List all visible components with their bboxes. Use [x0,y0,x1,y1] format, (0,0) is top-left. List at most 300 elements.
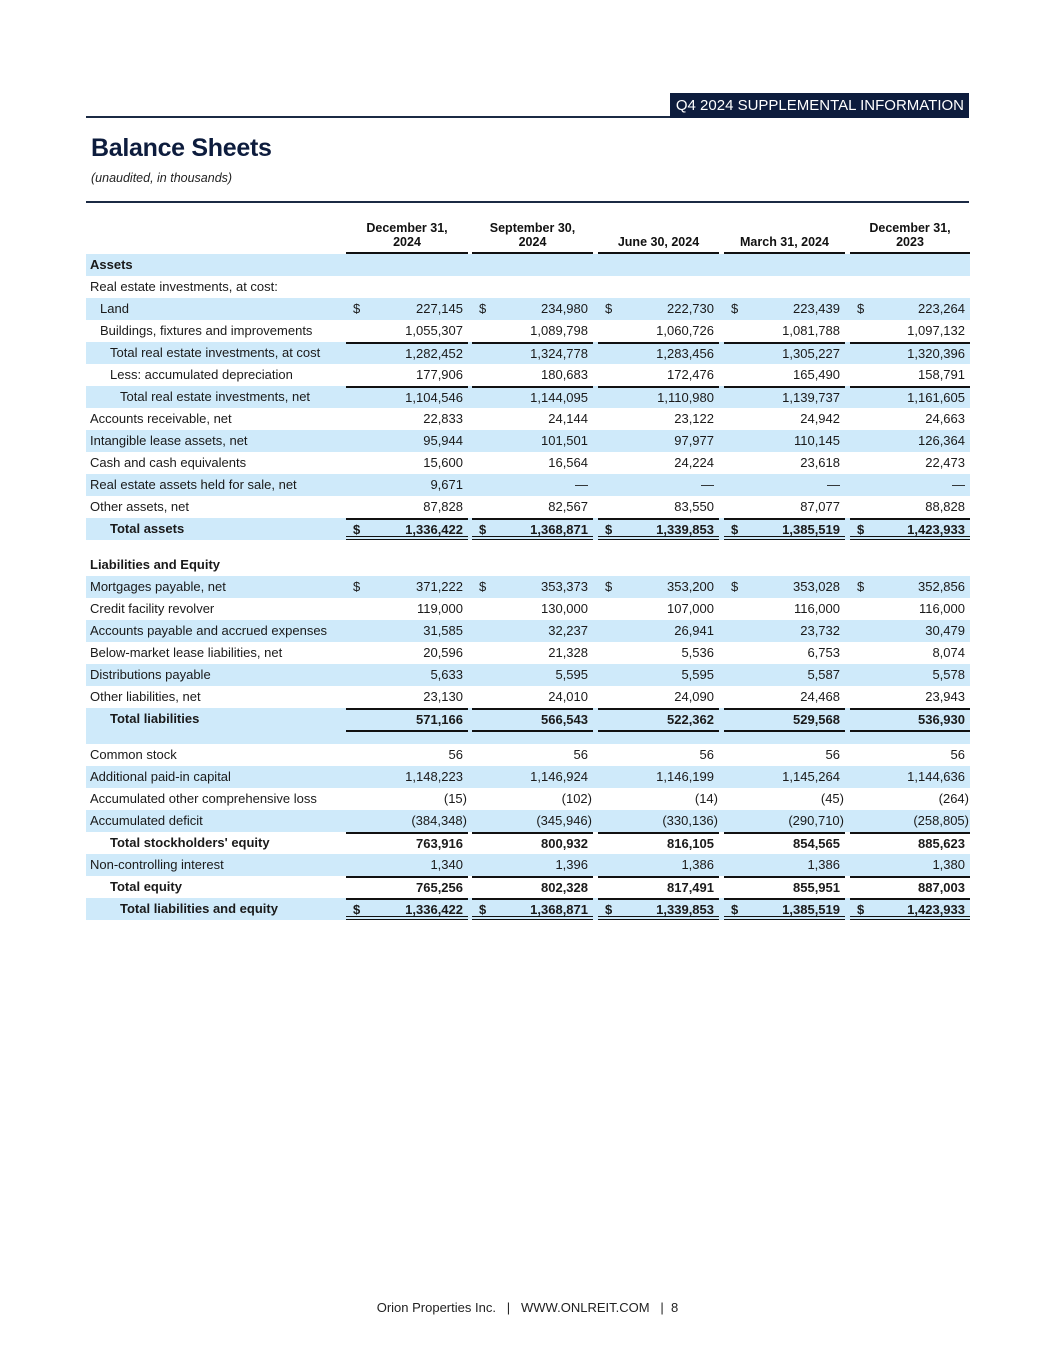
value-cell [346,342,468,364]
value: 5,536 [681,645,714,660]
currency-symbol: $ [353,902,361,917]
value-cell [598,452,719,474]
value: 1,340 [430,857,463,872]
value: 1,283,456 [656,346,714,361]
value: 87,077 [800,499,840,514]
row-label: Other assets, net [90,499,189,514]
value-cell [724,642,845,664]
table-row [86,832,970,854]
value-cell [850,642,970,664]
value-cell [346,576,468,598]
value-cell [724,708,845,730]
value-cell [346,832,468,854]
value-cell [346,744,468,766]
table-row [86,452,970,474]
value-cell [598,342,719,364]
value: 8,074 [932,645,965,660]
value-cell [346,642,468,664]
value: 110,145 [793,433,840,448]
value: 23,122 [674,411,714,426]
value-cell [724,452,845,474]
title-rule [86,201,969,203]
row-label: Total liabilities [110,711,200,726]
value: 353,200 [667,579,714,594]
row-label: Total assets [110,521,185,536]
value-cell [472,598,593,620]
value-cell [472,620,593,642]
value-cell [472,832,593,854]
table-row [86,598,970,620]
footer-separator: | [506,1300,511,1315]
value-cell [346,452,468,474]
value-cell [850,254,970,276]
value-cell [472,686,593,708]
value-cell [472,664,593,686]
table-row [86,810,970,832]
value: 5,595 [681,667,714,682]
value: 353,028 [793,579,840,594]
value-cell [850,554,970,576]
section-header-row [86,254,970,276]
value: 24,942 [800,411,840,426]
value-cell [850,854,970,876]
value: 5,595 [555,667,588,682]
column-header-line2: June 30, 2024 [617,235,700,249]
currency-symbol: $ [353,301,361,316]
value: 88,828 [925,499,965,514]
column-header [850,219,970,254]
table-row [86,686,970,708]
value-cell [724,298,845,320]
value: (264) [938,791,969,806]
value: 536,930 [918,712,965,727]
value: 1,146,199 [656,769,714,784]
value-cell [472,386,593,408]
value-cell [724,876,845,898]
value-cell [598,686,719,708]
value-cell [724,810,845,832]
value-cell [850,664,970,686]
value-cell [598,474,719,496]
value-cell [598,832,719,854]
value-cell [472,788,593,810]
row-label: Distributions payable [90,667,211,682]
value-cell [850,496,970,518]
currency-symbol: $ [731,579,739,594]
value-cell [472,854,593,876]
value-cell [850,276,970,298]
value: — [701,477,714,492]
value-cell [598,766,719,788]
value: — [952,477,965,492]
value-cell [598,664,719,686]
value-cell [598,496,719,518]
value: 566,543 [541,712,588,727]
value-cell [598,518,719,540]
page-footer [0,1300,1055,1315]
value: 223,264 [918,301,965,316]
value: 1,305,227 [782,346,840,361]
value: 1,161,605 [907,390,965,405]
table-row [86,898,970,920]
value-cell [472,554,593,576]
currency-symbol: $ [479,522,487,537]
value-cell [850,898,970,920]
value-cell [724,364,845,386]
value-cell [850,518,970,540]
value-cell [850,876,970,898]
row-label: Buildings, fixtures and improvements [100,323,313,338]
value: 1,385,519 [782,522,840,537]
table-body [86,254,970,920]
row-label: Accounts payable and accrued expenses [90,623,328,638]
value: 1,339,853 [656,522,714,537]
column-header [724,219,845,254]
value-cell [724,664,845,686]
value: (14) [694,791,718,806]
value: 1,089,798 [530,323,588,338]
table-row [86,854,970,876]
currency-symbol: $ [353,522,361,537]
value-cell [850,788,970,810]
value: 9,671 [430,477,463,492]
value-cell [598,788,719,810]
balance-sheet-table [86,219,970,920]
value: 16,564 [548,455,588,470]
value: 1,385,519 [782,902,840,917]
value-cell [346,474,468,496]
currency-symbol: $ [731,522,739,537]
currency-symbol: $ [605,301,613,316]
value-cell [598,708,719,730]
footer-website-link[interactable]: WWW.ONLREIT.COM [521,1300,650,1315]
value-cell [346,664,468,686]
value: 1,396 [555,857,588,872]
value: 24,144 [548,411,588,426]
table-row [86,386,970,408]
row-label: Intangible lease assets, net [90,433,248,448]
value: (345,946) [536,813,592,828]
value: 126,364 [918,433,965,448]
row-label: Total real estate investments, net [120,389,311,404]
value: 177,906 [416,367,463,382]
value: (102) [561,791,592,806]
page-number: 8 [671,1300,679,1315]
value: 1,148,223 [405,769,463,784]
row-label: Total real estate investments, at cost [110,345,321,360]
table-row [86,664,970,686]
value-cell [472,452,593,474]
value: 522,362 [667,712,714,727]
row-label: Real estate assets held for sale, net [90,477,297,492]
value: 24,010 [548,689,588,704]
value-cell [724,342,845,364]
value: 101,501 [541,433,588,448]
value-cell [598,598,719,620]
value-cell [850,810,970,832]
value-cell [850,708,970,730]
value: 1,386 [807,857,840,872]
value: 119,000 [416,601,463,616]
value: 353,373 [541,579,588,594]
value-cell [346,496,468,518]
rule [598,730,719,744]
value-cell [598,386,719,408]
value: 1,060,726 [656,323,714,338]
value: 1,339,853 [656,902,714,917]
table-row [86,708,970,730]
value-cell [472,474,593,496]
row-label: Cash and cash equivalents [90,455,247,470]
report-tag: Q4 2024 SUPPLEMENTAL INFORMATION [670,93,969,118]
value: 116,000 [918,601,965,616]
value: 5,578 [932,667,965,682]
value-cell [346,810,468,832]
value: 21,328 [548,645,588,660]
value-cell [346,788,468,810]
value-cell [598,744,719,766]
value-cell [346,408,468,430]
value: 6,753 [807,645,840,660]
value-cell [724,620,845,642]
value: 802,328 [541,880,588,895]
value: 371,222 [416,579,463,594]
table-row [86,766,970,788]
currency-symbol: $ [857,902,865,917]
value-cell [724,386,845,408]
value-cell [598,898,719,920]
value-cell [850,320,970,342]
value-cell [850,744,970,766]
value: 1,110,980 [657,390,714,405]
value-cell [724,254,845,276]
value-cell [346,708,468,730]
value-cell [346,320,468,342]
row-label: Non-controlling interest [90,857,224,872]
value: 24,663 [925,411,965,426]
value: 180,683 [541,367,588,382]
value-cell [346,386,468,408]
value-cell [472,708,593,730]
row-label: Accumulated deficit [90,813,203,828]
value-cell [724,430,845,452]
value-cell [724,496,845,518]
value: 352,856 [918,579,965,594]
value: 26,941 [674,623,714,638]
row-label: Less: accumulated depreciation [110,367,293,382]
value: 765,256 [416,880,463,895]
table-row [86,364,970,386]
value-cell [850,364,970,386]
column-header-line1: December 31, [869,221,951,235]
value: 130,000 [541,601,588,616]
header-band [86,93,969,118]
value-cell [724,854,845,876]
table-header [86,219,970,254]
column-header-line2: 2023 [896,235,924,249]
value: 763,916 [416,836,463,851]
value-cell [724,576,845,598]
value-cell [598,642,719,664]
table-row [86,788,970,810]
table-row [86,474,970,496]
table-row [86,642,970,664]
value: 1,320,396 [907,346,965,361]
value: 1,055,307 [405,323,463,338]
value-cell [472,766,593,788]
value-cell [850,452,970,474]
page-title: Balance Sheets [91,134,272,162]
value-cell [346,554,468,576]
value: 22,473 [925,455,965,470]
row-label: Liabilities and Equity [90,557,221,572]
table-row [86,430,970,452]
value: — [827,477,840,492]
value-cell [346,254,468,276]
value-cell [598,408,719,430]
rule [346,730,468,744]
value-cell [724,518,845,540]
value-cell [850,832,970,854]
table-row [86,518,970,540]
table-row [86,496,970,518]
value-cell [472,876,593,898]
value-cell [472,364,593,386]
value: 1,368,871 [530,902,588,917]
value: 885,623 [918,836,965,851]
value: 529,568 [793,712,840,727]
value-cell [472,744,593,766]
value-cell [346,430,468,452]
value-cell [346,518,468,540]
value-cell [346,686,468,708]
row-label: Real estate investments, at cost: [90,279,278,294]
value-cell [724,408,845,430]
value-cell [598,576,719,598]
value: 32,237 [548,623,588,638]
value-cell [724,686,845,708]
value: 222,730 [667,301,714,316]
value-cell [346,364,468,386]
page-subtitle: (unaudited, in thousands) [91,171,233,185]
value: 15,600 [423,455,463,470]
value: (384,348) [411,813,467,828]
value-cell [472,518,593,540]
row-label: Accounts receivable, net [90,411,232,426]
value: 1,423,933 [907,902,965,917]
rule [850,730,970,744]
value-cell [850,386,970,408]
currency-symbol: $ [479,301,487,316]
row-label: Assets [90,257,133,272]
value: 5,633 [430,667,463,682]
value-cell [724,474,845,496]
value: (330,136) [662,813,718,828]
row-label: Common stock [90,747,177,762]
row-label: Other liabilities, net [90,689,201,704]
row-label: Accumulated other comprehensive loss [90,791,317,806]
value: 1,144,095 [530,390,588,405]
value: (15) [443,791,467,806]
value: 97,977 [674,433,714,448]
rule [472,730,593,744]
value-cell [346,298,468,320]
value: 1,336,422 [405,902,463,917]
value-cell [472,496,593,518]
column-header-line2: 2024 [518,235,547,249]
value: (258,805) [913,813,969,828]
row-label: Land [100,301,129,316]
value-cell [850,686,970,708]
value: 24,224 [674,455,714,470]
value-cell [598,810,719,832]
value-cell [598,876,719,898]
column-header-line1: December 31, [366,221,448,235]
currency-symbol: $ [857,579,865,594]
currency-symbol: $ [605,902,613,917]
value-cell [472,576,593,598]
currency-symbol: $ [479,579,487,594]
value-cell [472,430,593,452]
row-label: Additional paid-in capital [90,769,231,784]
row-label: Total equity [110,879,182,894]
value-cell [724,276,845,298]
value-cell [724,598,845,620]
value-cell [724,744,845,766]
table-row [86,408,970,430]
value-cell [850,766,970,788]
section-header-row [86,554,970,576]
value-cell [724,832,845,854]
value: 56 [825,747,840,762]
value-cell [598,620,719,642]
value-cell [724,554,845,576]
table-row [86,320,970,342]
value: 817,491 [667,880,714,895]
value: 816,105 [667,836,714,851]
value-cell [346,276,468,298]
row-label: Below-market lease liabilities, net [90,645,283,660]
value: 234,980 [541,301,588,316]
value-cell [850,598,970,620]
currency-symbol: $ [731,902,739,917]
value-cell [472,254,593,276]
value: 887,003 [918,880,965,895]
currency-symbol: $ [353,579,361,594]
value-cell [850,576,970,598]
table-row [86,276,970,298]
table-row [86,342,970,364]
value-cell [850,620,970,642]
table-row [86,876,970,898]
value: 223,439 [793,301,840,316]
table-row [86,620,970,642]
value: 1,324,778 [530,346,588,361]
value: 1,104,546 [405,390,463,405]
value: 82,567 [548,499,588,514]
value-cell [346,898,468,920]
value-cell [346,598,468,620]
value: 24,090 [674,689,714,704]
currency-symbol: $ [857,522,865,537]
column-header-line2: March 31, 2024 [740,235,829,249]
value: 30,479 [925,623,965,638]
value: 1,368,871 [530,522,588,537]
value-cell [346,876,468,898]
value: 83,550 [674,499,714,514]
value: 571,166 [416,712,463,727]
value: 23,943 [925,689,965,704]
